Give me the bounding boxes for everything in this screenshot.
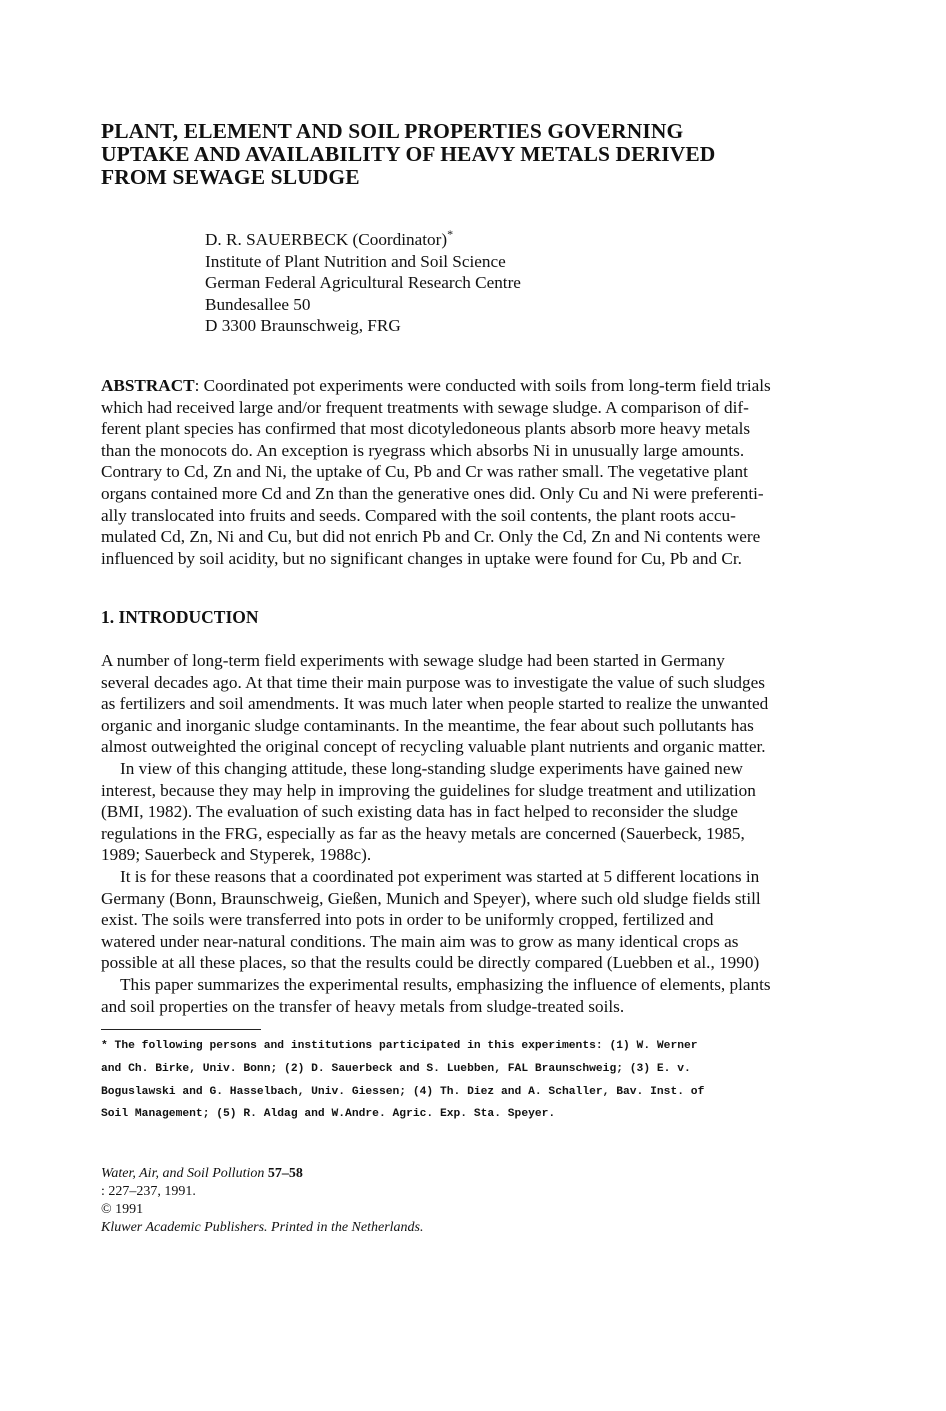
footnote-line: Boguslawski and G. Hasselbach, Univ. Giessen; (4) Th. Diez and A. Schaller, Bav. Inst. of bbox=[101, 1085, 705, 1098]
footnote-line: * The following persons and institutions participated in this experiments: (1) W. Werner bbox=[101, 1040, 698, 1052]
affiliation-line: Institute of Plant Nutrition and Soil Science bbox=[205, 251, 506, 271]
journal-pages: : 227–237, 1991. bbox=[101, 1184, 196, 1199]
abstract-line bbox=[101, 375, 846, 397]
body-line: Germany (Bonn, Braunschweig, Gießen, Munich and Speyer), where such old sludge fields still bbox=[101, 888, 761, 908]
abstract-line: which had received large and/or frequent treatments with sewage sludge. A comparison of dif- bbox=[101, 397, 749, 417]
section-heading: 1. INTRODUCTION bbox=[101, 607, 259, 627]
paragraph bbox=[101, 866, 861, 974]
title-line: FROM SEWAGE SLUDGE bbox=[101, 165, 360, 189]
body-line: interest, because they may help in improving the guidelines for sludge treatment and utilization bbox=[101, 780, 756, 800]
abstract-line: ally translocated into fruits and seeds. Compared with the soil contents, the plant roots accu- bbox=[101, 505, 736, 525]
footnote-line: Soil Management; (5) R. Aldag and W.Andre. Agric. Exp. Sta. Speyer. bbox=[101, 1108, 556, 1121]
introduction-body bbox=[101, 650, 861, 1017]
body-line: In view of this changing attitude, these long-standing sludge experiments have gained new bbox=[120, 758, 743, 778]
body-line: organic and inorganic sludge contaminants. In the meantime, the fear about such pollutants has bbox=[101, 715, 754, 735]
abstract-first-line: : Coordinated pot experiments were conducted with soils from long-term field trials bbox=[194, 376, 771, 395]
body-line: It is for these reasons that a coordinated pot experiment was started at 5 different locations in bbox=[120, 866, 760, 886]
body-line: as fertilizers and soil amendments. It was much later when people started to realize the unwanted bbox=[101, 694, 769, 714]
paragraph bbox=[101, 650, 861, 758]
author-name: D. R. SAUERBECK (Coordinator) bbox=[205, 230, 448, 249]
journal-citation bbox=[101, 1165, 701, 1237]
abstract-line: ferent plant species has confirmed that most dicotyledoneous plants absorb more heavy metals bbox=[101, 419, 751, 439]
body-line: exist. The soils were transferred into pots in order to be uniformly cropped, fertilized and bbox=[101, 910, 714, 930]
body-line: This paper summarizes the experimental results, emphasizing the influence of elements, plants bbox=[120, 974, 771, 994]
abstract-line: mulated Cd, Zn, Ni and Cu, but did not enrich Pb and Cr. Only the Cd, Zn and Ni contents were bbox=[101, 527, 761, 547]
paper-title bbox=[101, 120, 861, 189]
body-line: 1989; Sauerbeck and Styperek, 1988c). bbox=[101, 845, 372, 865]
body-line: and soil properties on the transfer of heavy metals from sludge-treated soils. bbox=[101, 996, 625, 1016]
paragraph bbox=[101, 974, 861, 1017]
affiliation-line: German Federal Agricultural Research Centre bbox=[205, 273, 521, 292]
author-name-line bbox=[205, 229, 705, 251]
copyright-line bbox=[101, 1201, 701, 1237]
affiliation-line: Bundesallee 50 bbox=[205, 294, 311, 314]
footnote-divider bbox=[101, 1029, 261, 1030]
affiliation-line: D 3300 Braunschweig, FRG bbox=[205, 316, 401, 335]
publisher: Kluwer Academic Publishers. Printed in the Netherlands. bbox=[101, 1220, 424, 1235]
body-line: (BMI, 1982). The evaluation of such existing data has in fact helped to reconsider the sludge bbox=[101, 802, 738, 822]
body-line: several decades ago. At that time their main purpose was to investigate the value of such sludges bbox=[101, 672, 765, 692]
abstract-line: than the monocots do. An exception is ryegrass which absorbs Ni in unusually large amounts. bbox=[101, 440, 745, 460]
footnote-line: and Ch. Birke, Univ. Bonn; (2) D. Sauerbeck and S. Luebben, FAL Braunschweig; (3) E. v. bbox=[101, 1062, 691, 1075]
paragraph bbox=[101, 758, 861, 866]
body-line: regulations in the FRG, especially as far as the heavy metals are concerned (Sauerbeck, 1985, bbox=[101, 823, 745, 843]
abstract-line: Contrary to Cd, Zn and Ni, the uptake of Cu, Pb and Cr was rather small. The vegetative plant bbox=[101, 462, 748, 482]
abstract-line: organs contained more Cd and Zn than the generative ones did. Only Cu and Ni were preferenti- bbox=[101, 483, 764, 503]
journal-volume: 57–58 bbox=[267, 1166, 303, 1181]
copyright-year: © 1991 bbox=[101, 1202, 144, 1217]
author-block bbox=[205, 229, 705, 337]
journal-name: Water, Air, and Soil Pollution bbox=[101, 1166, 265, 1181]
abstract-label: ABSTRACT bbox=[101, 376, 195, 395]
title-line: UPTAKE AND AVAILABILITY OF HEAVY METALS DERIVED bbox=[101, 142, 716, 166]
abstract bbox=[101, 375, 846, 569]
body-line: watered under near-natural conditions. The main aim was to grow as many identical crops as bbox=[101, 931, 739, 951]
body-line: almost outweighted the original concept of recycling valuable plant nutrients and organic matter. bbox=[101, 737, 766, 757]
abstract-line: influenced by soil acidity, but no significant changes in uptake were found for Cu, Pb and Cr. bbox=[101, 548, 742, 568]
author-footnote-marker: * bbox=[447, 227, 454, 241]
journal-line bbox=[101, 1165, 701, 1201]
footnote bbox=[101, 1035, 861, 1126]
title-line: PLANT, ELEMENT AND SOIL PROPERTIES GOVERNING bbox=[101, 119, 684, 143]
body-line: possible at all these places, so that the results could be directly compared (Luebben et al., 1990) bbox=[101, 953, 760, 973]
body-line: A number of long-term field experiments with sewage sludge had been started in Germany bbox=[101, 651, 725, 670]
